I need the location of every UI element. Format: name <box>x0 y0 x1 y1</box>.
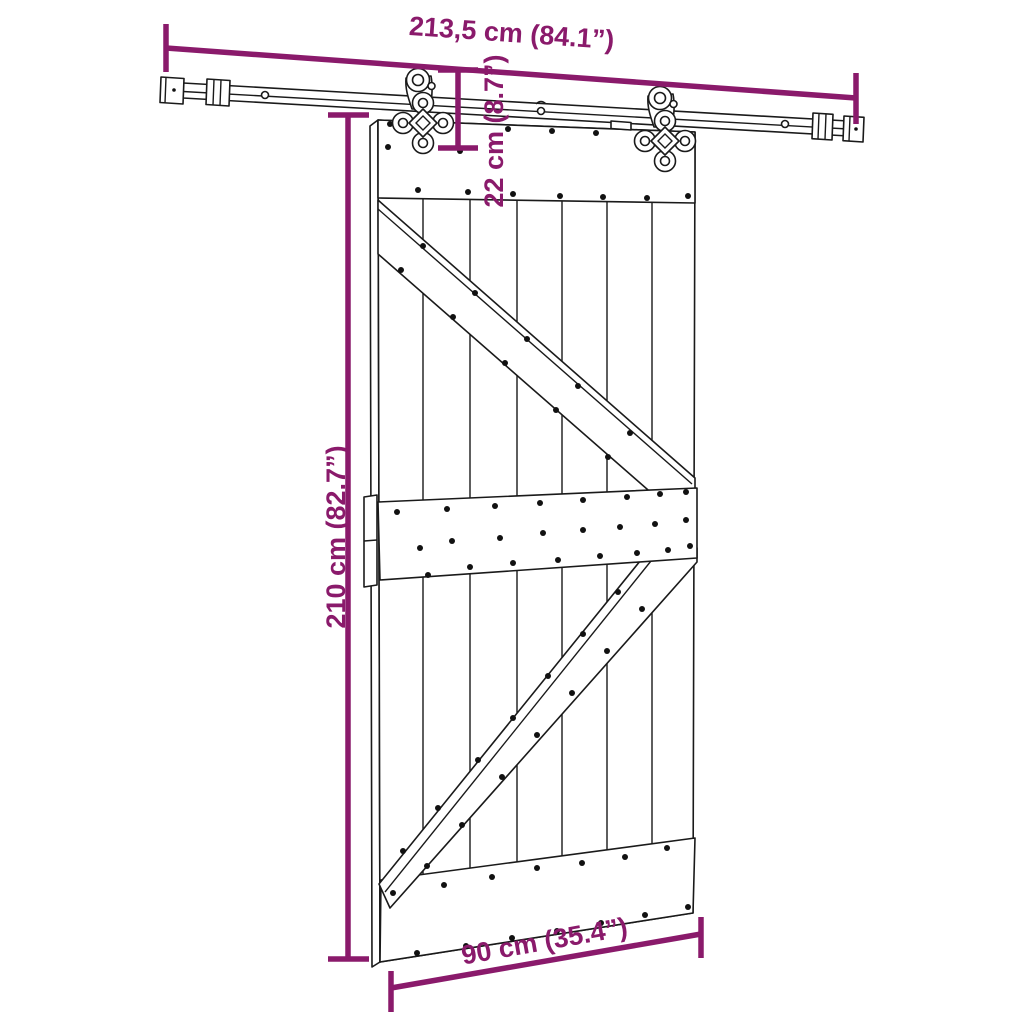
rail-left-stopper <box>160 77 184 104</box>
rail-mounting-hole <box>262 92 269 99</box>
dimension-label-door-height: 210 cm (82.7”) <box>321 445 351 629</box>
rail-right-clamp <box>812 113 833 140</box>
barn-door <box>364 120 697 967</box>
dimension-label-hardware-height: 22 cm (8.7”) <box>479 54 509 208</box>
hanger-axle-bolt <box>670 101 677 108</box>
dimension-door-height <box>321 115 369 959</box>
dimension-label-door-width: 90 cm (35.4”) <box>459 911 630 971</box>
rail-left-clamp <box>206 79 230 106</box>
rail-mounting-hole <box>782 121 789 128</box>
dimension-label-rail-length: 213,5 cm (84.1”) <box>408 10 616 56</box>
door-handle <box>364 495 377 587</box>
rail-spacer-block <box>611 121 631 130</box>
hanger-axle-bolt <box>428 83 435 90</box>
